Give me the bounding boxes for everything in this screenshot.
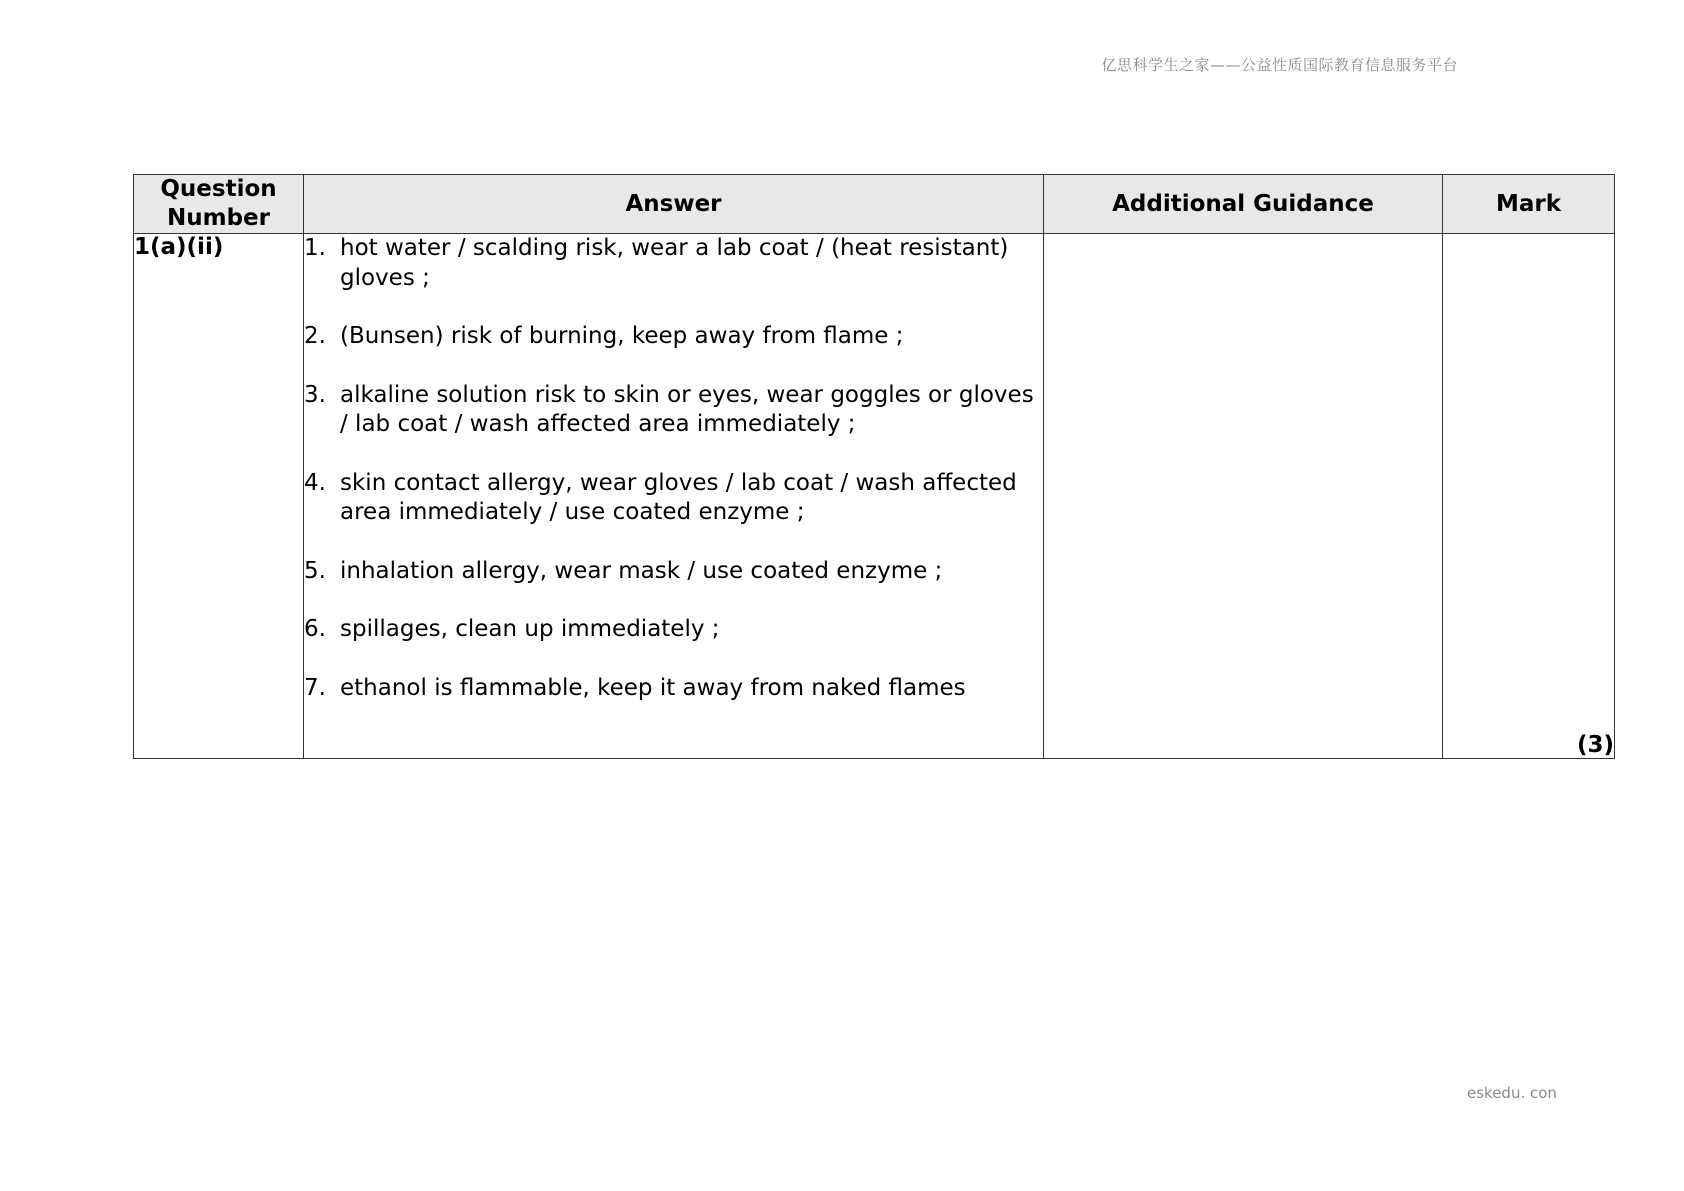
answer-item-text: skin contact allergy, wear gloves / lab coat / wash affected area immediately / use coated enzyme ; — [340, 469, 1017, 525]
mark-cell: (3) — [1443, 234, 1615, 759]
answer-item-number: 7. — [304, 674, 326, 701]
column-header-answer: Answer — [304, 175, 1044, 234]
answer-item-text: spillages, clean up immediately ; — [340, 616, 720, 642]
footer-watermark: eskedu. con — [1467, 1084, 1557, 1102]
mark-scheme-table — [133, 174, 1615, 759]
answer-item — [304, 615, 1043, 645]
question-number-header-label: Question Number — [160, 176, 277, 231]
question-number-cell: 1(a)(ii) — [134, 234, 304, 759]
answer-item-number: 5. — [304, 557, 326, 584]
answer-item — [304, 674, 1043, 704]
answer-list — [304, 234, 1043, 703]
answer-cell — [304, 234, 1044, 759]
answer-item-text: hot water / scalding risk, wear a lab coat / (heat resistant) gloves ; — [340, 235, 1009, 291]
column-header-additional-guidance: Additional Guidance — [1044, 175, 1443, 234]
answer-item-number: 1. — [304, 235, 326, 261]
table-header-row — [134, 175, 1615, 234]
answer-item-text: alkaline solution risk to skin or eyes, wear goggles or gloves / lab coat / wash affected area immediately ; — [340, 381, 1034, 437]
header-watermark: 亿思科学生之家——公益性质国际教育信息服务平台 — [1101, 56, 1458, 74]
answer-item-number: 3. — [304, 381, 326, 408]
answer-item — [304, 234, 1043, 293]
additional-guidance-cell — [1044, 234, 1443, 759]
answer-item-text: inhalation allergy, wear mask / use coated enzyme ; — [340, 557, 943, 584]
answer-item — [304, 557, 1043, 587]
answer-item-text: (Bunsen) risk of burning, keep away from flame ; — [340, 323, 904, 349]
answer-item-text: ethanol is flammable, keep it away from naked flames — [340, 674, 966, 701]
answer-item-number: 4. — [304, 469, 326, 496]
answer-item-number: 2. — [304, 323, 326, 349]
answer-item-number: 6. — [304, 616, 326, 642]
column-header-question-number — [134, 175, 304, 234]
answer-item — [304, 322, 1043, 352]
table-row — [134, 234, 1615, 759]
column-header-mark: Mark — [1443, 175, 1615, 234]
answer-item — [304, 469, 1043, 528]
answer-item — [304, 381, 1043, 440]
